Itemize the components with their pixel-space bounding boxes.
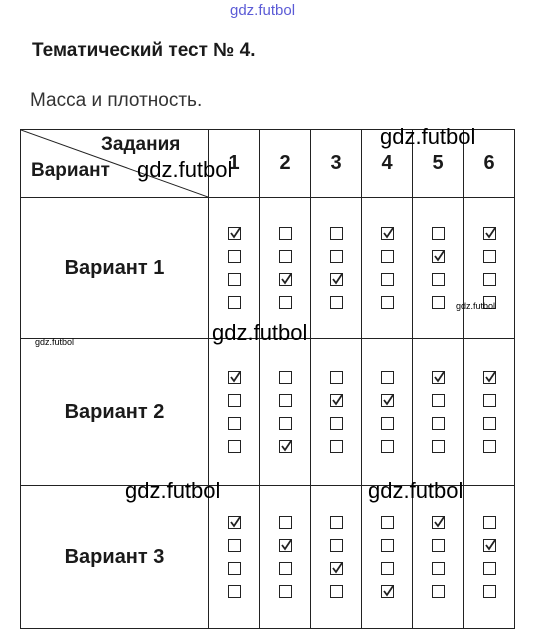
column-header: 5 xyxy=(413,130,464,198)
watermark: gdz.futbol xyxy=(456,301,496,311)
checkbox xyxy=(381,417,394,430)
checked-checkbox xyxy=(228,516,241,529)
checked-checkbox xyxy=(330,394,343,407)
checkbox xyxy=(330,371,343,384)
watermark: gdz.futbol xyxy=(35,337,75,347)
checkbox xyxy=(279,371,292,384)
answer-cell xyxy=(362,339,413,486)
answer-cell xyxy=(413,198,464,339)
checked-checkbox xyxy=(279,273,292,286)
answer-cell xyxy=(311,198,362,339)
checked-checkbox xyxy=(228,371,241,384)
checkbox xyxy=(279,585,292,598)
column-header: 4 xyxy=(362,130,413,198)
watermark: gdz.futbol xyxy=(137,157,233,182)
checkbox xyxy=(381,250,394,263)
answers-table xyxy=(20,129,515,629)
checkbox xyxy=(432,394,445,407)
check-icon xyxy=(330,271,345,286)
checkbox xyxy=(432,227,445,240)
checkbox xyxy=(228,296,241,309)
checked-checkbox xyxy=(483,539,496,552)
answer-options xyxy=(464,227,514,309)
checkbox xyxy=(228,250,241,263)
answer-options xyxy=(413,371,463,453)
checkbox xyxy=(330,516,343,529)
checkbox xyxy=(279,250,292,263)
checkbox xyxy=(432,585,445,598)
answer-options xyxy=(362,516,412,598)
page-title: Тематический тест № 4. xyxy=(32,40,256,61)
checkbox xyxy=(228,417,241,430)
answer-options xyxy=(260,227,310,309)
checkbox xyxy=(483,585,496,598)
check-icon xyxy=(483,537,498,552)
column-header: 6 xyxy=(464,130,515,198)
check-icon xyxy=(330,392,345,407)
checkbox xyxy=(483,516,496,529)
answer-options xyxy=(362,371,412,453)
check-icon xyxy=(279,438,294,453)
checked-checkbox xyxy=(279,440,292,453)
answer-cell xyxy=(260,486,311,629)
corner-label-tasks: Задания xyxy=(101,134,181,155)
row-label: Вариант 3 xyxy=(21,486,209,629)
check-icon xyxy=(381,583,396,598)
checkbox xyxy=(432,273,445,286)
check-icon xyxy=(279,271,294,286)
checkbox xyxy=(279,417,292,430)
checked-checkbox xyxy=(330,273,343,286)
checkbox xyxy=(279,562,292,575)
answer-cell xyxy=(311,339,362,486)
watermark: gdz.futbol xyxy=(380,124,476,149)
answer-cell xyxy=(413,339,464,486)
checkbox xyxy=(483,394,496,407)
checkbox xyxy=(381,562,394,575)
checkbox xyxy=(330,440,343,453)
checked-checkbox xyxy=(483,227,496,240)
row-label: Вариант 2 xyxy=(21,339,209,486)
checkbox xyxy=(381,273,394,286)
answer-options xyxy=(311,227,361,309)
column-header: 2 xyxy=(260,130,311,198)
answer-cell xyxy=(464,486,515,629)
answer-options xyxy=(209,516,259,598)
check-icon xyxy=(228,514,243,529)
column-header: 3 xyxy=(311,130,362,198)
answer-cell xyxy=(464,339,515,486)
checked-checkbox xyxy=(330,562,343,575)
table-row xyxy=(21,198,515,339)
answer-options xyxy=(209,227,259,309)
checkbox xyxy=(483,273,496,286)
check-icon xyxy=(483,225,498,240)
checkbox xyxy=(432,440,445,453)
checkbox xyxy=(483,417,496,430)
table-row xyxy=(21,486,515,629)
row-label: Вариант 1 xyxy=(21,198,209,339)
answer-options xyxy=(362,227,412,309)
checkbox xyxy=(330,250,343,263)
answer-cell xyxy=(260,198,311,339)
answer-options xyxy=(311,371,361,453)
checkbox xyxy=(228,562,241,575)
check-icon xyxy=(330,560,345,575)
check-icon xyxy=(432,248,447,263)
checkbox xyxy=(279,296,292,309)
checkbox xyxy=(330,227,343,240)
answer-options xyxy=(260,371,310,453)
answer-cell xyxy=(311,486,362,629)
check-icon xyxy=(483,369,498,384)
answer-cell xyxy=(362,486,413,629)
checkbox xyxy=(330,417,343,430)
answer-options xyxy=(260,516,310,598)
check-icon xyxy=(228,369,243,384)
answer-cell xyxy=(464,198,515,339)
checkbox xyxy=(432,539,445,552)
page-subtitle: Масса и плотность. xyxy=(30,90,203,111)
checkbox xyxy=(279,394,292,407)
checked-checkbox xyxy=(483,371,496,384)
checked-checkbox xyxy=(381,227,394,240)
checkbox xyxy=(432,296,445,309)
check-icon xyxy=(228,225,243,240)
checkbox xyxy=(330,539,343,552)
answer-options xyxy=(413,516,463,598)
watermark: gdz.futbol xyxy=(212,320,308,345)
checkbox xyxy=(279,227,292,240)
answer-options xyxy=(464,371,514,453)
checked-checkbox xyxy=(432,250,445,263)
check-icon xyxy=(432,514,447,529)
watermark: gdz.futbol xyxy=(368,478,464,503)
answer-options xyxy=(413,227,463,309)
checkbox xyxy=(432,417,445,430)
checkbox xyxy=(330,296,343,309)
checkbox xyxy=(381,371,394,384)
checked-checkbox xyxy=(279,539,292,552)
answer-cell xyxy=(209,339,260,486)
checked-checkbox xyxy=(381,585,394,598)
checkbox xyxy=(228,394,241,407)
checkbox xyxy=(381,296,394,309)
checkbox xyxy=(432,562,445,575)
checkbox xyxy=(228,440,241,453)
checked-checkbox xyxy=(432,516,445,529)
checkbox xyxy=(483,440,496,453)
checkbox xyxy=(228,273,241,286)
check-icon xyxy=(432,369,447,384)
answer-cell xyxy=(209,486,260,629)
checkbox xyxy=(483,562,496,575)
column-header: 1 xyxy=(209,130,260,198)
checkbox xyxy=(381,539,394,552)
watermark: gdz.futbol xyxy=(125,478,221,503)
table-row xyxy=(21,339,515,486)
answer-options xyxy=(209,371,259,453)
checked-checkbox xyxy=(432,371,445,384)
checked-checkbox xyxy=(228,227,241,240)
checkbox xyxy=(330,585,343,598)
checkbox xyxy=(228,539,241,552)
check-icon xyxy=(279,537,294,552)
checkbox xyxy=(381,440,394,453)
checkbox xyxy=(228,585,241,598)
corner-label-variant: Вариант xyxy=(31,160,110,181)
checked-checkbox xyxy=(381,394,394,407)
checkbox xyxy=(483,250,496,263)
check-icon xyxy=(381,225,396,240)
answer-options xyxy=(464,516,514,598)
watermark-top: gdz.futbol xyxy=(230,2,296,19)
check-icon xyxy=(381,392,396,407)
checkbox xyxy=(279,516,292,529)
answer-cell xyxy=(209,198,260,339)
answer-options xyxy=(311,516,361,598)
answer-cell xyxy=(362,198,413,339)
checkbox xyxy=(381,516,394,529)
answer-cell xyxy=(260,339,311,486)
answer-cell xyxy=(413,486,464,629)
